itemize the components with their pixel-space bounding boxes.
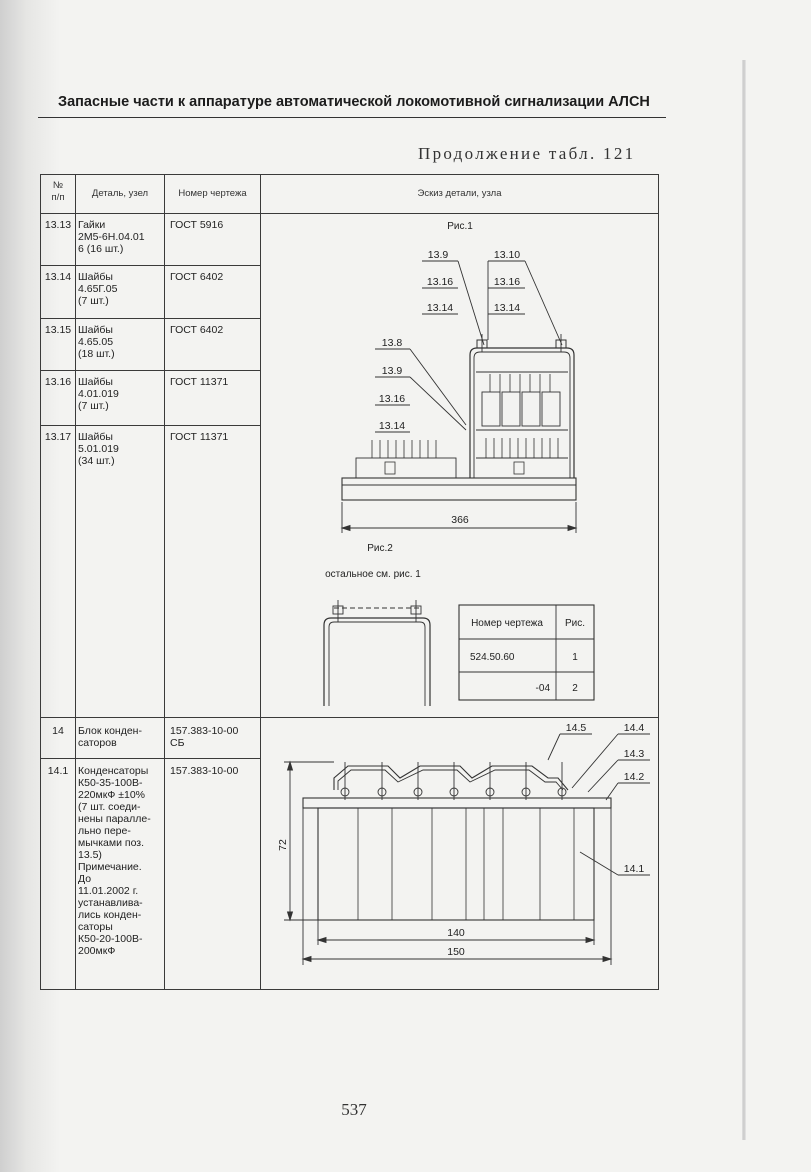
detail-line: 5.01.019 [78, 443, 119, 455]
figure-3 [277, 722, 650, 965]
page-header-title: Запасные части к аппаратуре автоматической локомотивной сигнализации АЛСН [58, 94, 650, 110]
detail-line: 2М5-6Н.04.01 [78, 231, 145, 243]
fig1-label: 13.14 [378, 420, 406, 432]
fig3-dimension-height: 72 [277, 839, 289, 851]
detail-line: К50-35-100В- [78, 777, 143, 789]
row-num: 13.17 [44, 431, 72, 443]
fig3-label: 14.4 [623, 722, 645, 734]
detail-line: Шайбы [78, 324, 113, 336]
fig2-note: остальное см. рис. 1 [325, 569, 421, 580]
detail-line: лись конден- [78, 909, 142, 921]
row-num: 13.16 [44, 376, 72, 388]
detail-line: льно пере- [78, 825, 131, 837]
fig1-label: 13.14 [493, 302, 521, 314]
row-num: 14.1 [47, 765, 69, 777]
header-sketch: Эскиз детали, узла [417, 188, 502, 199]
header-detail: Деталь, узел [91, 188, 149, 199]
fig1-label: 13.10 [493, 249, 521, 261]
detail-line: К50-20-100В- [78, 933, 143, 945]
variants-header-drawing: Номер чертежа [471, 618, 543, 629]
detail-line: устанавлива- [78, 897, 143, 909]
detail-line: 4.01.019 [78, 388, 119, 400]
detail-line: мычками поз. [78, 837, 145, 849]
fig3-label: 14.5 [565, 722, 587, 734]
variants-header-fig: Рис. [564, 618, 586, 629]
detail-line: 200мкФ [78, 945, 116, 957]
header-num-symbol: № [52, 180, 64, 191]
variants-cell: 524.50.60 [470, 652, 515, 663]
detail-line: (34 шт.) [78, 455, 115, 467]
detail-line: До [78, 873, 92, 885]
row-drawing: ГОСТ 11371 [170, 376, 229, 388]
variants-cell: 1 [572, 652, 578, 663]
detail-line: 6 (16 шт.) [78, 243, 124, 255]
row-drawing: ГОСТ 6402 [170, 271, 224, 283]
detail-line: (7 шт.) [78, 400, 109, 412]
fig3-label: 14.3 [623, 748, 645, 760]
fig1-label: 13.8 [381, 337, 403, 349]
variants-cell: -04 [535, 683, 550, 694]
fig3-dimension-outer: 150 [447, 946, 465, 958]
detail-line: (18 шт.) [78, 348, 115, 360]
drawing-line: 157.383-10-00 [170, 725, 239, 737]
row-drawing: ГОСТ 11371 [170, 431, 229, 443]
header-drawing-number: Номер чертежа [178, 188, 247, 199]
fig1-label: 13.14 [426, 302, 454, 314]
detail-line: саторы [78, 921, 113, 933]
detail-line: 4.65Г.05 [78, 283, 118, 295]
figure-1 [342, 221, 576, 533]
row-drawing: 157.383-10-00 [170, 765, 239, 777]
detail-line: Гайки [78, 219, 106, 231]
detail-line: 220мкФ ±10% [78, 789, 146, 801]
row-num: 13.15 [44, 324, 72, 336]
detail-line: нены паралле- [78, 813, 151, 825]
detail-line: Шайбы [78, 376, 113, 388]
fig1-label: 13.16 [493, 276, 521, 288]
fig1-label: 13.16 [426, 276, 454, 288]
fig1-caption: Рис.1 [447, 221, 473, 232]
detail-line: 4.65.05 [78, 336, 114, 348]
page-number: 537 [341, 1100, 367, 1119]
fig3-label: 14.2 [623, 771, 645, 783]
detail-line: Шайбы [78, 271, 113, 283]
figure-2 [324, 543, 594, 706]
row-num: 13.13 [44, 219, 72, 231]
detail-line: Примечание. [78, 861, 142, 873]
detail-line: 13.5) [78, 849, 102, 861]
fig1-dimension: 366 [451, 514, 469, 526]
detail-line: Конденсаторы [78, 765, 149, 777]
fig3-label: 14.1 [623, 863, 645, 875]
fig2-caption: Рис.2 [367, 543, 393, 554]
fig3-dimension-inner: 140 [447, 927, 465, 939]
table-continuation-label: Продолжение табл. 121 [418, 144, 636, 163]
fig1-label: 13.16 [378, 393, 406, 405]
detail-line: Блок конден- [78, 725, 142, 737]
row-drawing: ГОСТ 5916 [170, 219, 224, 231]
detail-line: Шайбы [78, 431, 113, 443]
detail-line: (7 шт. соеди- [78, 801, 141, 813]
header-num-abbrev: п/п [51, 192, 65, 203]
drawing-line: СБ [170, 737, 185, 749]
row-drawing: ГОСТ 6402 [170, 324, 224, 336]
variants-cell: 2 [572, 683, 578, 694]
detail-line: саторов [78, 737, 117, 749]
row-num: 13.14 [44, 271, 72, 283]
detail-line: (7 шт.) [78, 295, 109, 307]
fig1-label: 13.9 [381, 365, 403, 377]
detail-line: 11.01.2002 г. [78, 885, 139, 897]
row-num: 14 [52, 725, 64, 737]
fig1-label: 13.9 [427, 249, 449, 261]
